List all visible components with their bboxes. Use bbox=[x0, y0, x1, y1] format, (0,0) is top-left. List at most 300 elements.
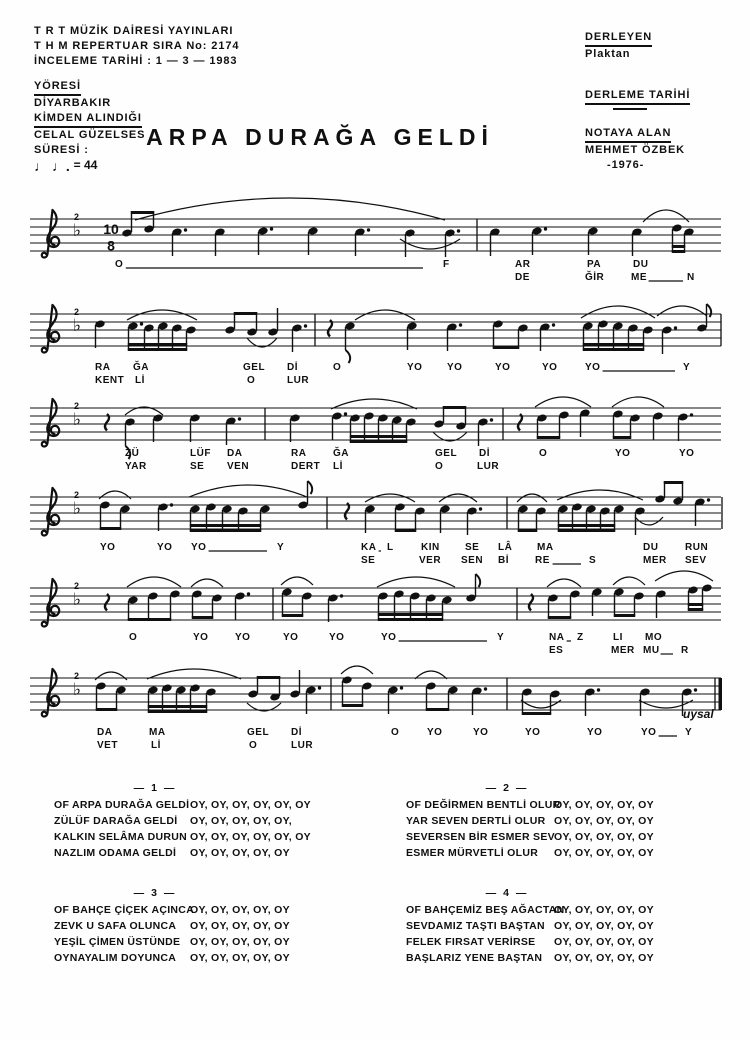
lyric-syllable: LÂ bbox=[498, 542, 513, 553]
lyric-syllable: MO bbox=[645, 632, 663, 643]
lyric-syllable: DE bbox=[515, 272, 530, 283]
beam bbox=[395, 529, 416, 532]
beam bbox=[558, 529, 615, 532]
lyric-syllable: ĞA bbox=[133, 362, 149, 373]
slur bbox=[341, 666, 373, 674]
source-label: KİMDEN ALINDIĞI bbox=[34, 111, 142, 128]
lyric-syllable: YO bbox=[193, 632, 209, 643]
verse-2 bbox=[392, 780, 730, 861]
spacer bbox=[34, 69, 239, 79]
augmentation-dot bbox=[140, 322, 143, 325]
verse-words: OF BAHÇEMİZ BEŞ AĞACTAN bbox=[406, 904, 565, 916]
beam bbox=[537, 436, 560, 439]
verse-line bbox=[392, 813, 730, 829]
lyric-syllable: GEL bbox=[435, 448, 458, 459]
lyric-syllable: YO bbox=[447, 362, 463, 373]
lyric-syllable: YO bbox=[542, 362, 558, 373]
note bbox=[290, 670, 301, 698]
beam bbox=[672, 245, 685, 248]
augmentation-dot bbox=[340, 594, 343, 597]
lyric-syllable: SE bbox=[361, 555, 376, 566]
slur bbox=[535, 397, 591, 407]
lyric-syllable: Dİ bbox=[287, 362, 298, 373]
note bbox=[490, 228, 501, 256]
beam bbox=[190, 524, 261, 527]
region-label: YÖRESİ bbox=[34, 79, 81, 96]
verse-words: BAŞLARIZ YENE BAŞTAN bbox=[406, 952, 543, 964]
verse-words: FELEK FIRSAT VERİRSE bbox=[406, 936, 536, 948]
augmentation-dot bbox=[318, 686, 321, 689]
lyric-syllable: Z bbox=[577, 632, 584, 643]
beam bbox=[426, 708, 449, 711]
key-signature-comma: 2 bbox=[74, 490, 80, 500]
slur bbox=[517, 494, 547, 502]
beam-group bbox=[148, 684, 217, 713]
verse-refrain: OY, OY, OY, OY, OY bbox=[554, 904, 654, 916]
beam-group bbox=[655, 481, 684, 505]
key-signature-flat: ♭ bbox=[73, 499, 82, 519]
beam bbox=[614, 614, 635, 617]
key-signature-comma: 2 bbox=[74, 671, 80, 681]
augmentation-dot bbox=[367, 228, 370, 231]
beam-group bbox=[225, 312, 258, 336]
verse-line bbox=[392, 918, 730, 934]
slur bbox=[547, 579, 581, 587]
lyric-syllable: MA bbox=[149, 727, 166, 738]
time-signature-top: 10 bbox=[103, 221, 119, 237]
augmentation-dot bbox=[457, 229, 460, 232]
transcriber-signature: uysal bbox=[683, 707, 714, 721]
lyric-syllable: YO bbox=[473, 727, 489, 738]
lyric-syllable: MA bbox=[537, 542, 554, 553]
note bbox=[697, 304, 712, 332]
beam bbox=[688, 608, 703, 611]
eighth-flag bbox=[476, 574, 481, 587]
verse-refrain: OY, OY, OY, OY, OY bbox=[190, 936, 290, 948]
beam bbox=[518, 529, 537, 532]
collection-date-label: DERLEME TARİHİ bbox=[585, 88, 690, 105]
publisher-line: T R T MÜZİK DAİRESİ YAYINLARI bbox=[34, 25, 234, 37]
beam bbox=[443, 406, 466, 409]
verse-line bbox=[40, 797, 392, 813]
beam-group bbox=[537, 411, 570, 439]
beam bbox=[664, 481, 683, 484]
staff-system-5 bbox=[15, 574, 743, 672]
verse-line bbox=[40, 902, 392, 918]
beam-group bbox=[122, 211, 155, 237]
note bbox=[695, 498, 711, 526]
slur bbox=[189, 485, 307, 497]
slur bbox=[127, 310, 197, 320]
augmentation-dot bbox=[184, 228, 187, 231]
lyric-syllable: YO bbox=[641, 727, 657, 738]
beam-group bbox=[672, 224, 695, 253]
key-signature-comma: 2 bbox=[74, 212, 80, 222]
final-barline-thick bbox=[719, 678, 723, 710]
verse-refrain: OY, OY, OY, OY, OY bbox=[554, 815, 654, 827]
lyric-syllable: VEN bbox=[227, 461, 250, 472]
note bbox=[95, 320, 106, 348]
lyric-syllable: O bbox=[247, 375, 256, 386]
lyric-syllable: YO bbox=[283, 632, 299, 643]
verse-refrain: OY, OY, OY, OY, OY, OY bbox=[190, 799, 311, 811]
note bbox=[215, 228, 226, 256]
verse-line bbox=[40, 813, 392, 829]
staff-system-2 bbox=[15, 300, 743, 398]
beam-group bbox=[518, 505, 547, 532]
beam bbox=[234, 312, 257, 315]
beam-group bbox=[614, 588, 645, 617]
treble-clef-icon bbox=[42, 669, 59, 717]
lyric-syllable: Y bbox=[685, 727, 693, 738]
clef-stem bbox=[42, 210, 53, 258]
verse-line bbox=[40, 950, 392, 966]
beam-group bbox=[395, 503, 426, 532]
clef-stem bbox=[42, 579, 53, 627]
slur bbox=[521, 700, 561, 708]
verse-line bbox=[392, 934, 730, 950]
beam bbox=[342, 704, 363, 707]
beam-group bbox=[558, 503, 625, 532]
lyric-syllable: GEL bbox=[243, 362, 266, 373]
lyric-syllable: O bbox=[435, 461, 444, 472]
lyric-syllable: MU bbox=[643, 645, 660, 656]
song-title: ARPA DURAĞA GELDİ bbox=[146, 124, 494, 150]
lyric-syllable: YO bbox=[585, 362, 601, 373]
lyric-syllable: RA bbox=[291, 448, 307, 459]
verse-refrain: OY, OY, OY, OY, OY bbox=[554, 847, 654, 859]
lyric-syllable: ME bbox=[631, 272, 647, 283]
staff-system-6 bbox=[15, 664, 743, 762]
clef-stem bbox=[42, 669, 53, 717]
augmentation-dot bbox=[690, 413, 693, 416]
lyric-syllable: VET bbox=[97, 740, 118, 751]
eighth-flag bbox=[346, 350, 351, 363]
verse-words: SEVDAMIZ TAŞTI BAŞTAN bbox=[406, 920, 545, 932]
verse-words: OF DEĞİRMEN BENTLİ OLUR bbox=[406, 799, 561, 811]
note bbox=[355, 228, 371, 256]
lyric-syllable: SE bbox=[465, 542, 480, 553]
verse-words: YEŞİL ÇİMEN ÜSTÜNDE bbox=[54, 936, 181, 948]
lyric-syllable: AR bbox=[515, 259, 531, 270]
lyric-syllable: S bbox=[589, 555, 597, 566]
collector-value: Plaktan bbox=[585, 48, 631, 60]
lyric-syllable: Dİ bbox=[479, 448, 490, 459]
lyric-syllable: YO bbox=[587, 727, 603, 738]
augmentation-dot bbox=[304, 324, 307, 327]
key-signature-flat: ♭ bbox=[73, 410, 82, 430]
lyric-syllable: LUR bbox=[287, 375, 310, 386]
lyric-syllable: O bbox=[333, 362, 342, 373]
tempo-marking bbox=[34, 158, 239, 174]
beam bbox=[688, 603, 703, 606]
header-left-block bbox=[34, 24, 239, 174]
slur bbox=[95, 672, 127, 680]
dotted-quarter-note-icon: ♩. bbox=[51, 158, 70, 174]
beam bbox=[128, 348, 187, 351]
note bbox=[632, 228, 643, 256]
beam bbox=[128, 618, 171, 621]
lyric-syllable: SE bbox=[190, 461, 205, 472]
verse-refrain: OY, OY, OY, OY, OY bbox=[554, 936, 654, 948]
beam bbox=[493, 346, 519, 349]
verse-line bbox=[392, 845, 730, 861]
eighth-flag bbox=[308, 481, 313, 494]
verse-words: ZÜLÜF DARAĞA GELDİ bbox=[54, 815, 178, 827]
lyric-syllable: DU bbox=[643, 542, 659, 553]
key-signature-comma: 2 bbox=[74, 581, 80, 591]
beam bbox=[613, 436, 631, 439]
lyric-syllable: O bbox=[129, 632, 138, 643]
lyric-syllable: GEL bbox=[247, 727, 270, 738]
beam bbox=[558, 524, 615, 527]
lyric-syllable: MER bbox=[611, 645, 635, 656]
staff-system-1 bbox=[15, 205, 743, 303]
augmentation-dot bbox=[674, 326, 677, 329]
lyric-syllable: Y bbox=[683, 362, 691, 373]
lyric-syllable: R bbox=[681, 645, 689, 656]
beam bbox=[96, 708, 117, 711]
slur bbox=[581, 306, 655, 318]
clef-stem bbox=[42, 305, 53, 353]
beam bbox=[282, 614, 303, 617]
beam bbox=[148, 710, 207, 713]
verse-refrain: OY, OY, OY, OY, OY bbox=[190, 952, 290, 964]
lyric-syllable: NA bbox=[549, 632, 565, 643]
note bbox=[153, 414, 164, 442]
slur bbox=[127, 577, 181, 587]
lyric-syllable: N bbox=[687, 272, 695, 283]
beam bbox=[583, 348, 644, 351]
lyric-syllable: YO bbox=[615, 448, 631, 459]
verse-number: — 3 — bbox=[133, 887, 177, 899]
verse-number: — 2 — bbox=[485, 782, 529, 794]
spacer bbox=[585, 62, 690, 88]
slur bbox=[557, 490, 643, 500]
lyric-syllable: YO bbox=[157, 542, 173, 553]
lyric-syllable: PA bbox=[587, 259, 602, 270]
lyric-syllable: LÜF bbox=[190, 448, 211, 459]
verse-words: YAR SEVEN DERTLİ OLUR bbox=[406, 815, 546, 827]
augmentation-dot bbox=[344, 412, 347, 415]
beam bbox=[672, 250, 685, 253]
slur bbox=[191, 579, 223, 587]
lyric-syllable: Lİ bbox=[151, 740, 161, 751]
lyric-syllable: O bbox=[391, 727, 400, 738]
beam-group bbox=[493, 320, 529, 349]
treble-clef-icon bbox=[42, 305, 59, 353]
lyric-syllable: DU bbox=[633, 259, 649, 270]
time-signature-bottom: 8 bbox=[107, 237, 115, 254]
lyric-syllable: SEN bbox=[461, 555, 484, 566]
note bbox=[472, 687, 488, 715]
lyric-syllable: YO bbox=[100, 542, 116, 553]
slur bbox=[99, 491, 131, 499]
collector-label: DERLEYEN bbox=[585, 30, 652, 47]
verse-refrain: OY, OY, OY, OY, OY bbox=[554, 799, 654, 811]
slur bbox=[135, 198, 445, 220]
key-signature-flat: ♭ bbox=[73, 680, 82, 700]
lyric-syllable: O bbox=[249, 740, 258, 751]
beam-group bbox=[378, 590, 453, 621]
verse-refrain: OY, OY, OY, OY, OY bbox=[554, 920, 654, 932]
verse-line bbox=[392, 902, 730, 918]
verse-words: OF ARPA DURAĞA GELDİ bbox=[54, 799, 190, 811]
augmentation-dot bbox=[544, 227, 547, 230]
note bbox=[190, 414, 201, 442]
note bbox=[678, 413, 694, 441]
beam bbox=[131, 211, 154, 214]
verse-refrain: OY, OY, OY, OY, OY, bbox=[190, 815, 292, 827]
beam bbox=[522, 712, 551, 715]
verse-refrain: OY, OY, OY, OY, OY bbox=[554, 831, 654, 843]
verse-line bbox=[392, 950, 730, 966]
note bbox=[290, 414, 301, 442]
lyric-syllable: YO bbox=[381, 632, 397, 643]
key-signature-comma: 2 bbox=[74, 307, 80, 317]
slur bbox=[613, 577, 645, 585]
beam bbox=[350, 435, 407, 438]
quarter-note-icon: ♩ bbox=[34, 158, 48, 174]
clef-stem bbox=[42, 399, 53, 447]
duration-label: SÜRESİ : bbox=[34, 144, 89, 156]
verse-line bbox=[40, 829, 392, 845]
note bbox=[328, 594, 344, 622]
beam-group bbox=[190, 503, 271, 532]
verse-line bbox=[40, 845, 392, 861]
verse-refrain: OY, OY, OY, OY, OY bbox=[190, 847, 290, 859]
review-date-line: İNCELEME TARİHİ : 1 — 3 — 1983 bbox=[34, 55, 238, 67]
lyric-syllable: F bbox=[443, 259, 450, 270]
lyric-syllable: YO bbox=[525, 727, 541, 738]
verse-refrain: OY, OY, OY, OY, OY bbox=[190, 904, 290, 916]
note bbox=[172, 228, 188, 256]
beam bbox=[378, 613, 443, 616]
verse-words: OF BAHÇE ÇİÇEK AÇINCA bbox=[54, 904, 195, 916]
lyric-syllable: KIN bbox=[421, 542, 440, 553]
verse-refrain: OY, OY, OY, OY, OY bbox=[190, 920, 290, 932]
lyric-syllable: VER bbox=[419, 555, 442, 566]
key-signature-comma: 2 bbox=[74, 401, 80, 411]
note bbox=[580, 409, 591, 437]
verse-words: ZEVK U SAFA OLUNCA bbox=[54, 920, 177, 932]
lyric-syllable: ĞA bbox=[333, 448, 349, 459]
transcriber-label: NOTAYA ALAN bbox=[585, 126, 671, 143]
key-signature-flat: ♭ bbox=[73, 316, 82, 336]
staff-system-3 bbox=[15, 394, 743, 492]
lyric-syllable: DERT bbox=[291, 461, 321, 472]
verse-number: — 4 — bbox=[485, 887, 529, 899]
lyric-syllable: LUR bbox=[477, 461, 500, 472]
beam-group bbox=[522, 688, 561, 715]
verse-number: — 1 — bbox=[133, 782, 177, 794]
lyric-syllable: DA bbox=[227, 448, 243, 459]
key-signature-flat: ♭ bbox=[73, 590, 82, 610]
key-signature-flat: ♭ bbox=[73, 221, 82, 241]
treble-clef-icon bbox=[42, 488, 59, 536]
beam bbox=[548, 616, 571, 619]
tempo-value: = 44 bbox=[73, 158, 98, 172]
lyric-syllable: Y bbox=[277, 542, 285, 553]
lyric-syllable: RE bbox=[535, 555, 550, 566]
lyric-syllable: YO bbox=[407, 362, 423, 373]
note bbox=[158, 503, 174, 531]
lyric-syllable: Lİ bbox=[333, 461, 343, 472]
augmentation-dot bbox=[479, 507, 482, 510]
beam bbox=[100, 527, 121, 530]
verse-line bbox=[392, 829, 730, 845]
note bbox=[226, 417, 242, 445]
beam bbox=[128, 343, 187, 346]
augmentation-dot bbox=[270, 227, 273, 230]
transcriber-value: MEHMET ÖZBEK bbox=[585, 144, 686, 156]
clef-stem bbox=[42, 488, 53, 536]
lyric-syllable: Lİ bbox=[135, 375, 145, 386]
beam-group bbox=[128, 322, 197, 351]
beam-group bbox=[282, 588, 313, 617]
beam bbox=[378, 618, 443, 621]
slur bbox=[377, 577, 455, 587]
beam-group bbox=[434, 406, 467, 430]
verse-refrain: OY, OY, OY, OY, OY, OY bbox=[190, 831, 311, 843]
treble-clef-icon bbox=[42, 399, 59, 447]
staff-system-4 bbox=[15, 483, 743, 581]
slur bbox=[612, 397, 664, 407]
beam bbox=[350, 440, 407, 443]
augmentation-dot bbox=[170, 503, 173, 506]
lyric-syllable: LI bbox=[613, 632, 623, 643]
beam bbox=[257, 676, 280, 679]
lyric-syllable: ES bbox=[549, 645, 564, 656]
treble-clef-icon bbox=[42, 579, 59, 627]
treble-clef-icon bbox=[42, 210, 59, 258]
beam bbox=[583, 343, 644, 346]
note bbox=[345, 322, 356, 363]
slur bbox=[643, 210, 689, 222]
slur bbox=[439, 494, 477, 502]
augmentation-dot bbox=[459, 323, 462, 326]
lyric-syllable: Bİ bbox=[498, 555, 509, 566]
lyric-syllable: Dİ bbox=[291, 727, 302, 738]
lyric-syllable: YO bbox=[679, 448, 695, 459]
augmentation-dot bbox=[238, 417, 241, 420]
lyric-syllable: MER bbox=[643, 555, 667, 566]
augmentation-dot bbox=[484, 687, 487, 690]
lyric-syllable: YO bbox=[235, 632, 251, 643]
verse-words: ESMER MÜRVETLİ OLUR bbox=[406, 847, 539, 859]
augmentation-dot bbox=[694, 688, 697, 691]
lyric-syllable: DA bbox=[97, 727, 113, 738]
beam-group bbox=[248, 676, 281, 701]
eighth-flag bbox=[707, 304, 712, 317]
lyric-syllable: ZÜ bbox=[125, 448, 140, 459]
lyric-syllable: RA bbox=[95, 362, 111, 373]
verse-3 bbox=[40, 885, 392, 966]
verse-line bbox=[40, 918, 392, 934]
lyric-syllable: ĞİR bbox=[585, 272, 605, 283]
lyric-syllable: RUN bbox=[685, 542, 709, 553]
source-value: CELAL GÜZELSES bbox=[34, 129, 146, 141]
verse-1 bbox=[40, 780, 392, 861]
augmentation-dot bbox=[400, 686, 403, 689]
header-right-block bbox=[585, 30, 690, 173]
slur bbox=[355, 310, 415, 320]
lyric-syllable: KA bbox=[361, 542, 377, 553]
note bbox=[653, 412, 664, 440]
augmentation-dot bbox=[247, 592, 250, 595]
augmentation-dot bbox=[552, 323, 555, 326]
lyric-syllable: O bbox=[115, 259, 124, 270]
